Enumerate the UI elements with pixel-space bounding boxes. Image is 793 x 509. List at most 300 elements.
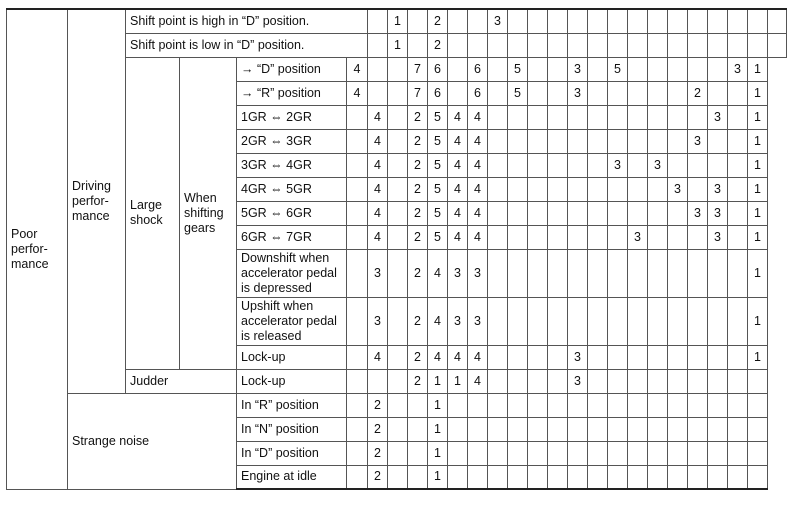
grid-cell [588,9,608,33]
grid-cell: 3 [568,369,588,393]
grid-cell [448,417,468,441]
grid-cell: 2 [408,153,428,177]
diagnosis-table [6,8,787,490]
grid-cell [628,369,648,393]
grid-cell: 3 [368,297,388,345]
grid-cell [468,417,488,441]
grid-cell [347,249,368,297]
grid-cell [648,201,668,225]
grid-cell [608,465,628,489]
grid-cell [588,129,608,153]
grid-cell: 6 [468,81,488,105]
grid-cell [508,297,528,345]
row-label: 1GR ⇔ 2GR [237,105,347,129]
grid-cell: 1 [448,369,468,393]
grid-cell [588,297,608,345]
grid-cell [528,177,548,201]
grid-cell [528,417,548,441]
grid-cell [668,393,688,417]
grid-cell [708,129,728,153]
grid-cell [488,129,508,153]
grid-cell [488,249,508,297]
grid-cell: 7 [408,57,428,81]
grid-cell [408,33,428,57]
grid-cell [648,297,668,345]
grid-cell [768,9,787,33]
grid-cell [648,57,668,81]
grid-cell [488,345,508,369]
grid-cell [628,9,648,33]
grid-cell [388,201,408,225]
grid-cell [347,201,368,225]
grid-cell [388,81,408,105]
grid-cell [388,105,408,129]
grid-cell: 2 [408,369,428,393]
grid-cell: 4 [468,105,488,129]
grid-cell [728,369,748,393]
grid-cell [608,33,628,57]
grid-cell [568,33,588,57]
grid-cell [548,57,568,81]
grid-cell [608,297,628,345]
grid-cell: 1 [748,297,768,345]
grid-cell: 1 [748,225,768,249]
grid-cell [728,345,748,369]
grid-cell [488,417,508,441]
grid-cell: 2 [368,465,388,489]
grid-cell [648,177,668,201]
grid-cell [488,225,508,249]
grid-cell: 2 [368,417,388,441]
grid-cell: 1 [748,153,768,177]
grid-cell [668,201,688,225]
grid-cell: 6 [428,81,448,105]
grid-cell [628,33,648,57]
grid-cell [508,9,528,33]
grid-cell [728,465,748,489]
grid-cell: 4 [368,153,388,177]
grid-cell [448,465,468,489]
grid-cell [508,201,528,225]
grid-cell [728,297,748,345]
grid-cell: 5 [508,57,528,81]
grid-cell [568,201,588,225]
grid-cell [568,441,588,465]
grid-cell [448,57,468,81]
grid-cell [728,225,748,249]
grid-cell: 4 [428,297,448,345]
when-shifting-gears-label: When shifting gears [180,57,237,369]
grid-cell [748,33,768,57]
grid-cell: 2 [408,249,428,297]
grid-cell [448,441,468,465]
grid-cell [628,177,648,201]
grid-cell: 4 [448,225,468,249]
grid-cell: 5 [428,105,448,129]
grid-cell [668,417,688,441]
grid-cell [728,201,748,225]
grid-cell: 2 [428,9,448,33]
grid-cell [528,153,548,177]
grid-cell [688,369,708,393]
grid-cell [347,417,368,441]
grid-cell [548,465,568,489]
row-label: 2GR ⇔ 3GR [237,129,347,153]
grid-cell [468,9,488,33]
grid-cell [708,465,728,489]
grid-cell: 4 [468,177,488,201]
row-label: 3GR ⇔ 4GR [237,153,347,177]
grid-cell [588,345,608,369]
grid-cell [708,417,728,441]
grid-cell: 1 [428,393,448,417]
grid-cell [508,177,528,201]
grid-cell [648,225,668,249]
grid-cell [608,393,628,417]
grid-cell [608,105,628,129]
grid-cell: 5 [428,153,448,177]
grid-cell: 4 [347,81,368,105]
grid-cell [668,249,688,297]
grid-cell: 2 [408,177,428,201]
grid-cell [347,441,368,465]
grid-cell [568,9,588,33]
grid-cell: 4 [468,369,488,393]
grid-cell [468,33,488,57]
grid-cell [528,201,548,225]
grid-cell [628,249,648,297]
grid-cell: 4 [448,105,468,129]
grid-cell: 3 [648,153,668,177]
grid-cell [548,201,568,225]
grid-cell [368,57,388,81]
grid-cell: 5 [428,225,448,249]
grid-cell [628,57,648,81]
grid-cell [648,249,668,297]
row-label: → “R” position [237,81,347,105]
grid-cell [488,57,508,81]
grid-cell [448,81,468,105]
grid-cell [708,345,728,369]
grid-cell [688,57,708,81]
grid-cell: 2 [408,129,428,153]
grid-cell [528,465,548,489]
grid-cell [728,153,748,177]
grid-cell [548,345,568,369]
grid-cell [708,57,728,81]
grid-cell: 2 [408,345,428,369]
grid-cell [448,9,468,33]
grid-cell [508,393,528,417]
grid-cell [408,417,428,441]
grid-cell: 5 [428,177,448,201]
grid-cell [628,465,648,489]
grid-cell: 5 [428,129,448,153]
grid-cell [388,393,408,417]
grid-cell [568,249,588,297]
grid-cell [608,345,628,369]
grid-cell: 4 [448,177,468,201]
grid-cell [548,177,568,201]
grid-cell [388,153,408,177]
grid-cell [368,81,388,105]
grid-cell [508,33,528,57]
grid-cell [688,9,708,33]
grid-cell [588,177,608,201]
grid-cell [347,297,368,345]
grid-cell [668,33,688,57]
grid-cell [608,201,628,225]
grid-cell [347,345,368,369]
row-label: Downshift when accelerator pedal is depressed [237,249,347,297]
grid-cell: 7 [408,81,428,105]
grid-cell [528,57,548,81]
grid-cell [708,393,728,417]
strange-noise-label: Strange noise [68,393,237,489]
grid-cell [528,9,548,33]
grid-cell [768,33,787,57]
grid-cell [568,129,588,153]
grid-cell [488,153,508,177]
grid-cell [708,441,728,465]
grid-cell [347,465,368,489]
grid-cell [748,465,768,489]
grid-cell [488,465,508,489]
grid-cell [708,369,728,393]
grid-cell: 2 [428,33,448,57]
grid-cell [388,297,408,345]
grid-cell: 3 [668,177,688,201]
grid-cell [568,105,588,129]
grid-cell [748,9,768,33]
grid-cell [728,393,748,417]
grid-cell [668,129,688,153]
grid-cell [448,393,468,417]
grid-cell: 4 [468,225,488,249]
grid-cell: 1 [748,249,768,297]
grid-cell [388,369,408,393]
grid-cell [508,345,528,369]
grid-cell: 4 [428,345,448,369]
grid-cell [588,249,608,297]
grid-cell: 2 [368,441,388,465]
grid-cell: 2 [408,105,428,129]
grid-cell [528,369,548,393]
grid-cell [528,105,548,129]
grid-cell [688,225,708,249]
grid-cell [408,465,428,489]
grid-cell: 3 [468,297,488,345]
grid-cell [488,441,508,465]
grid-cell [608,249,628,297]
grid-cell [688,33,708,57]
grid-cell: 1 [748,81,768,105]
grid-cell [608,129,628,153]
grid-cell [548,105,568,129]
grid-cell [628,297,648,345]
grid-cell: 1 [748,105,768,129]
grid-cell [628,441,648,465]
grid-cell: 5 [428,201,448,225]
grid-cell [588,105,608,129]
grid-cell [508,153,528,177]
grid-cell [688,441,708,465]
grid-cell [608,441,628,465]
grid-cell [728,417,748,441]
grid-cell [648,393,668,417]
grid-cell: 4 [468,153,488,177]
grid-cell: 4 [448,201,468,225]
row-label: 4GR ⇔ 5GR [237,177,347,201]
grid-cell [728,9,748,33]
row-label: Engine at idle [237,465,347,489]
grid-cell: 1 [748,201,768,225]
grid-cell: 4 [368,177,388,201]
grid-cell: 3 [488,9,508,33]
grid-cell [508,369,528,393]
grid-cell: 3 [448,249,468,297]
grid-cell: 1 [428,465,448,489]
grid-cell [748,369,768,393]
grid-cell [668,9,688,33]
grid-cell [728,249,748,297]
grid-cell [688,177,708,201]
grid-cell [548,441,568,465]
grid-cell [408,441,428,465]
grid-cell: 2 [408,297,428,345]
grid-cell: 3 [568,81,588,105]
grid-cell: 3 [728,57,748,81]
grid-cell: 1 [748,177,768,201]
grid-cell [528,129,548,153]
grid-cell [488,201,508,225]
grid-cell [668,297,688,345]
grid-cell [347,177,368,201]
grid-cell [708,9,728,33]
grid-cell [548,129,568,153]
grid-cell [648,81,668,105]
grid-cell [608,225,628,249]
grid-cell [728,81,748,105]
grid-cell [528,441,548,465]
grid-cell [688,393,708,417]
grid-cell: 3 [708,177,728,201]
grid-cell [508,465,528,489]
grid-cell [628,129,648,153]
grid-cell [508,441,528,465]
grid-cell [568,225,588,249]
grid-cell [668,225,688,249]
table-row [7,393,787,417]
grid-cell [568,177,588,201]
grid-cell [347,105,368,129]
grid-cell: 1 [388,33,408,57]
grid-cell [548,81,568,105]
grid-cell [628,417,648,441]
grid-cell [368,33,388,57]
grid-cell [668,153,688,177]
grid-cell: 4 [368,105,388,129]
grid-cell: 3 [608,153,628,177]
grid-cell: 2 [408,201,428,225]
grid-cell [548,417,568,441]
grid-cell [648,105,668,129]
grid-cell [548,9,568,33]
grid-cell [388,57,408,81]
grid-cell [748,393,768,417]
grid-cell [488,297,508,345]
poor-performance-label: Poor perfor-mance [7,9,68,489]
grid-cell [548,33,568,57]
grid-cell [648,417,668,441]
grid-cell [688,345,708,369]
grid-cell: 5 [508,81,528,105]
grid-cell [648,441,668,465]
grid-cell [628,393,648,417]
grid-cell: 3 [368,249,388,297]
grid-cell [528,393,548,417]
grid-cell: 6 [468,57,488,81]
grid-cell [668,81,688,105]
grid-cell [588,369,608,393]
grid-cell [388,417,408,441]
judder-label: Judder [126,369,237,393]
grid-cell: 4 [448,345,468,369]
grid-cell [388,177,408,201]
grid-cell [588,393,608,417]
row-label: In “R” position [237,393,347,417]
grid-cell [668,441,688,465]
grid-cell [668,57,688,81]
grid-cell [728,129,748,153]
grid-cell [388,465,408,489]
grid-cell [508,249,528,297]
grid-cell [528,225,548,249]
grid-cell: 4 [368,225,388,249]
grid-cell [708,81,728,105]
grid-cell [347,369,368,393]
grid-cell [588,153,608,177]
grid-cell [688,153,708,177]
grid-cell [488,393,508,417]
grid-cell [688,249,708,297]
grid-cell [588,441,608,465]
grid-cell [528,81,548,105]
row-label: In “N” position [237,417,347,441]
grid-cell [528,297,548,345]
grid-cell: 3 [688,201,708,225]
grid-cell: 1 [748,57,768,81]
row-label: 6GR ⇔ 7GR [237,225,347,249]
grid-cell [508,417,528,441]
grid-cell [388,345,408,369]
grid-cell [748,417,768,441]
row-label: Lock-up [237,369,347,393]
grid-cell [347,153,368,177]
grid-cell [728,33,748,57]
grid-cell [588,417,608,441]
grid-cell [748,441,768,465]
grid-cell [388,129,408,153]
grid-cell [368,9,388,33]
grid-cell [347,393,368,417]
grid-cell [388,225,408,249]
grid-cell [548,297,568,345]
grid-cell [368,369,388,393]
grid-cell [628,153,648,177]
grid-cell [608,177,628,201]
grid-cell: 5 [608,57,628,81]
